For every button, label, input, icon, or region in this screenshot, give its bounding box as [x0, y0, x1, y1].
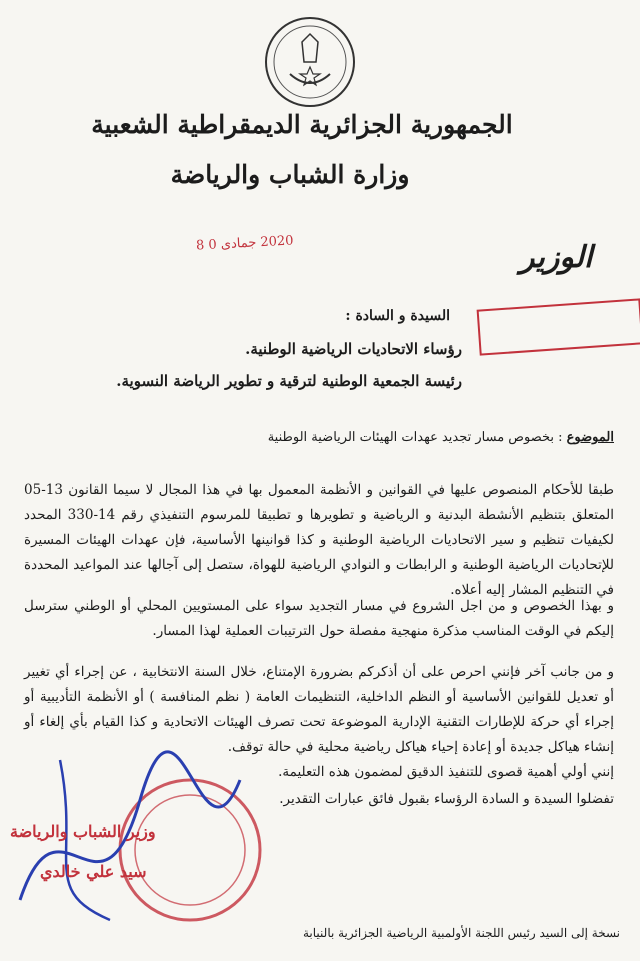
- body-paragraph: و بهذا الخصوص و من اجل الشروع في مسار التجديد سواء على المستويين المحلي أو الوطني سترسل إليكم في الوقت المناسب مذكرة منهجية مفصلة حول الترتيبات العملية لهذا المسار.: [24, 598, 614, 639]
- subject-text: : بخصوص مسار تجديد عهدات الهيئات الرياضية الوطنية: [267, 430, 563, 445]
- stamp-title: وزير الشباب والرياضة: [10, 822, 156, 841]
- stamp-name: سيد علي خالدي: [40, 862, 147, 881]
- registration-stamp: [477, 298, 640, 355]
- body-paragraph: و من جانب آخر فإنني احرص على أن أذكركم بضرورة الإمتناع، خلال السنة الانتخابية ، عن إجراء أي تغيير أو تعديل للقوانين الأساسية أو النظم الداخلية، التنظيمات العامة ( نظم المنافسة ) أو الأنظمة التأديبية أو إجراء أي حركة للإطارات التقنية الإدارية الموضوعة تحت تصرف الهيئات الاتحادية و كذا القيام بأي إلغاء أو إنشاء هياكل جديدة أو إعادة إحياء هياكل رياضية محلية في حالة توقف.: [24, 664, 614, 755]
- ministry-heading: وزارة الشباب والرياضة: [170, 160, 410, 189]
- recipient-item: رؤساء الاتحاديات الرياضية الوطنية.: [245, 340, 462, 358]
- body-paragraph: إنني أولي أهمية قصوى للتنفيذ الدقيق لمضمون هذه التعليمة.: [278, 764, 614, 780]
- body-paragraph: تفضلوا السيدة و السادة الرؤساء بقبول فائق عبارات التقدير.: [279, 791, 614, 807]
- subject-line: [268, 430, 614, 445]
- recipient-item: رئيسة الجمعية الوطنية لترقية و تطوير الرياضة النسوية.: [116, 372, 462, 390]
- republic-heading: الجمهورية الجزائرية الديمقراطية الشعبية: [91, 110, 513, 139]
- date-stamp: 2020 جمادى 0 8: [195, 233, 294, 254]
- algeria-emblem-icon: [260, 12, 360, 112]
- subject-label: الموضوع: [566, 430, 614, 445]
- minister-label: الوزير: [520, 240, 593, 275]
- addressee-line: السيدة و السادة :: [345, 308, 450, 324]
- copy-note: نسخة إلى السيد رئيس اللجنة الأولمبية الرياضية الجزائرية بالنيابة: [302, 926, 620, 940]
- body-paragraph: طبقا للأحكام المنصوص عليها في القوانين و الأنظمة المعمول بها في هذا المجال لا سيما القانون 13-05 المتعلق بتنظيم الأنشطة البدنية و الرياضية و تطويرها و تطبيقا للمرسوم التنفيذي رقم 14-330 المحدد لكيفيات تنظيم و سير الاتحاديات الرياضية الوطنية و كذا قوانينها الأساسية، فإن عهدات الهيئات المسيرة للإتحاديات الرياضية الوطنية و الرابطات و النوادي الرياضية للهواة، ستصل إلى آجالها عند المواعيد المحددة في التنظيم المشار إليه أعلاه.: [24, 482, 614, 598]
